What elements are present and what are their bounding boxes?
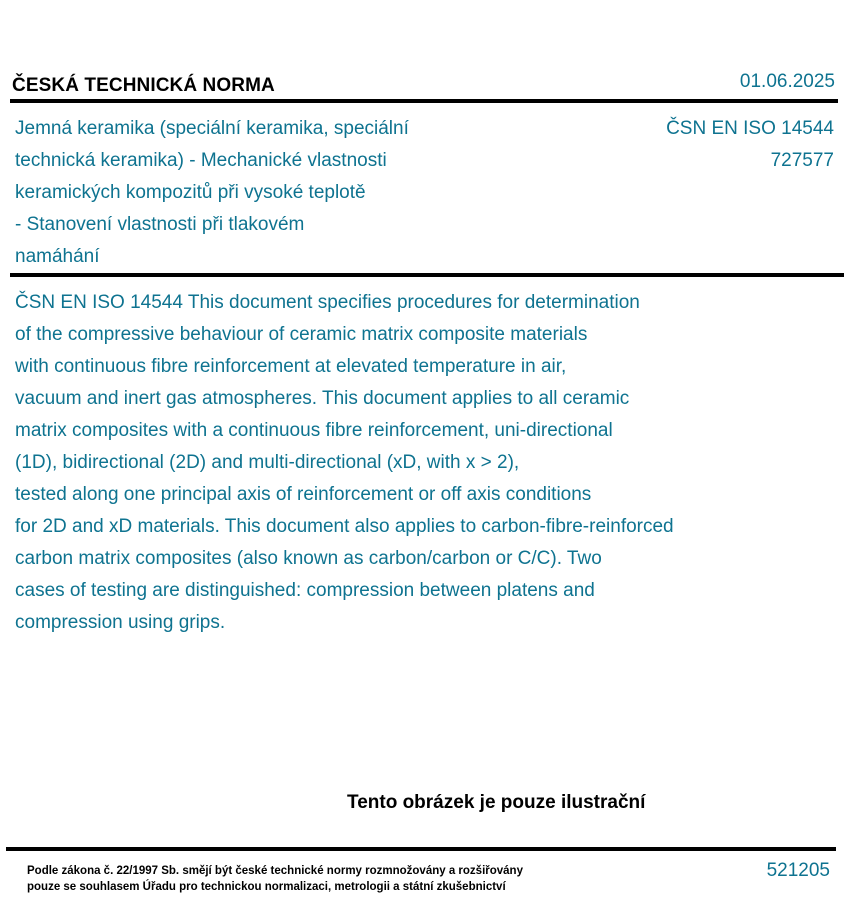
legal-notice-line: pouze se souhlasem Úřadu pro technickou normalizaci, metrologii a státní zkušebnictví <box>27 881 506 893</box>
standard-title-line: Jemná keramika (speciální keramika, speciální <box>15 118 409 139</box>
document-code: 521205 <box>766 860 830 881</box>
document-type-title: ČESKÁ TECHNICKÁ NORMA <box>12 75 275 96</box>
abstract-line: vacuum and inert gas atmospheres. This document applies to all ceramic <box>15 388 630 409</box>
abstract-line: carbon matrix composites (also known as carbon/carbon or C/C). Two <box>15 548 602 569</box>
header-divider <box>10 99 838 103</box>
standard-title-line: - Stanovení vlastnosti při tlakovém <box>15 214 305 235</box>
standard-title <box>15 113 495 273</box>
legal-notice <box>27 863 523 895</box>
abstract <box>15 287 795 639</box>
standard-title-line: technická keramika) - Mechanické vlastnosti <box>15 150 387 171</box>
abstract-line: matrix composites with a continuous fibre reinforcement, uni-directional <box>15 420 613 441</box>
abstract-line: tested along one principal axis of reinforcement or off axis conditions <box>15 484 592 505</box>
illustration-notice: Tento obrázek je pouze ilustrační <box>347 792 646 813</box>
abstract-line: for 2D and xD materials. This document also applies to carbon-fibre-reinforced <box>15 516 674 537</box>
abstract-line: with continuous fibre reinforcement at elevated temperature in air, <box>15 356 567 377</box>
abstract-line: ČSN EN ISO 14544 This document specifies procedures for determination <box>15 292 640 313</box>
abstract-line: of the compressive behaviour of ceramic matrix composite materials <box>15 324 588 345</box>
standard-title-line: namáhání <box>15 246 100 267</box>
abstract-line: compression using grips. <box>15 612 226 633</box>
publication-date: 01.06.2025 <box>739 71 835 92</box>
footer-divider <box>6 847 836 851</box>
standard-title-line: keramických kompozitů při vysoké teplotě <box>15 182 366 203</box>
standard-number: ČSN EN ISO 14544 <box>666 118 834 139</box>
abstract-line: cases of testing are distinguished: compression between platens and <box>15 580 595 601</box>
catalog-number: 727577 <box>770 150 834 171</box>
standard-identifiers <box>666 113 834 177</box>
legal-notice-line: Podle zákona č. 22/1997 Sb. smějí být české technické normy rozmnožovány a rozšiřovány <box>27 865 523 877</box>
abstract-line: (1D), bidirectional (2D) and multi-directional (xD, with x > 2), <box>15 452 520 473</box>
title-divider <box>10 273 844 277</box>
